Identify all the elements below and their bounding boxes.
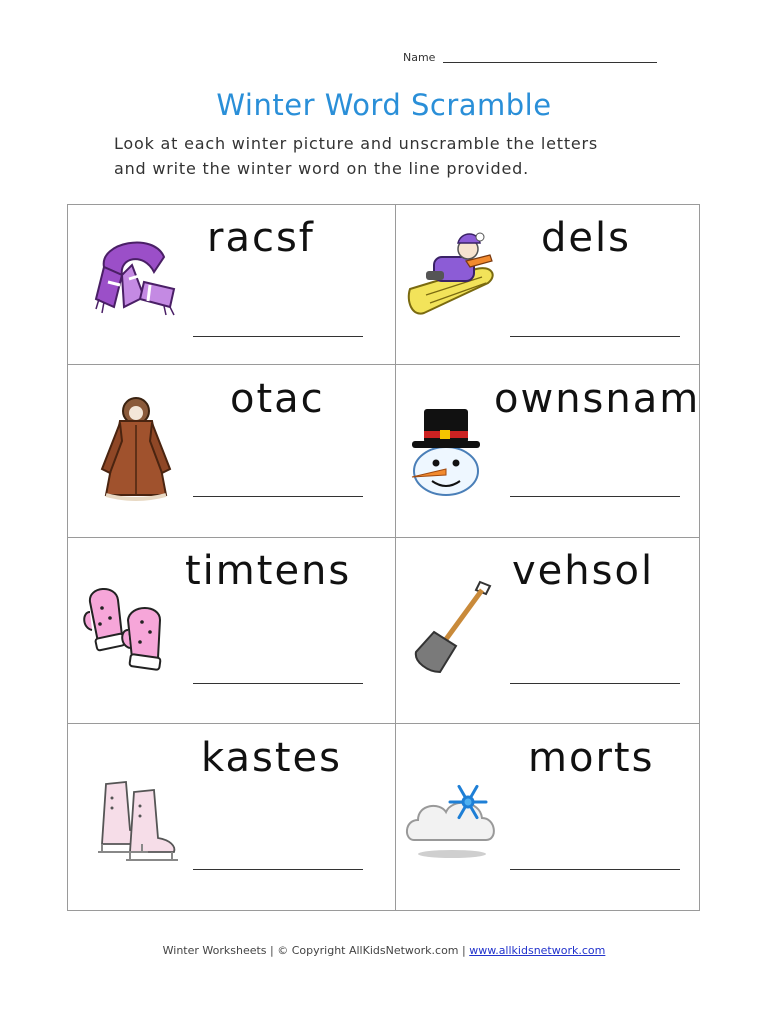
puzzle-cell — [396, 205, 699, 365]
instructions-line-1: Look at each winter picture and unscramble the letters — [114, 134, 599, 153]
sled-icon — [406, 227, 506, 317]
puzzle-cell — [68, 724, 396, 910]
page-title: Winter Word Scramble — [216, 88, 552, 122]
scrambled-word: racsf — [207, 215, 315, 261]
footer — [0, 944, 768, 957]
instructions-line-2: and write the winter word on the line provided. — [114, 159, 529, 178]
answer-line[interactable] — [510, 683, 680, 684]
puzzle-cell — [68, 538, 396, 724]
answer-line[interactable] — [510, 496, 680, 497]
name-line[interactable] — [443, 62, 657, 63]
mittens-icon — [82, 578, 174, 678]
puzzle-grid — [67, 204, 700, 911]
puzzle-cell — [68, 365, 396, 538]
answer-line[interactable] — [510, 336, 680, 337]
name-field[interactable] — [403, 51, 657, 64]
instructions — [114, 131, 674, 181]
answer-line[interactable] — [193, 683, 363, 684]
footer-text: Winter Worksheets | © Copyright AllKidsNetwork.com | — [162, 944, 470, 957]
puzzle-cell — [396, 724, 699, 910]
answer-line[interactable] — [193, 336, 363, 337]
shovel-icon — [410, 576, 494, 676]
puzzle-cell — [396, 365, 699, 538]
snow-cloud-icon — [404, 774, 504, 864]
scrambled-word: timtens — [185, 548, 352, 594]
answer-line[interactable] — [193, 496, 363, 497]
scrambled-word: vehsol — [512, 548, 655, 594]
scarf-icon — [84, 227, 184, 317]
scrambled-word: dels — [541, 215, 631, 261]
ice-skates-icon — [92, 774, 186, 870]
coat-icon — [96, 395, 176, 507]
answer-line[interactable] — [193, 869, 363, 870]
scrambled-word: kastes — [201, 735, 342, 781]
name-label: Name — [403, 51, 436, 64]
footer-link[interactable]: www.allkidsnetwork.com — [469, 944, 606, 957]
scrambled-word: otac — [230, 376, 325, 422]
puzzle-cell — [68, 205, 396, 365]
puzzle-cell — [396, 538, 699, 724]
scrambled-word: morts — [528, 735, 655, 781]
snowman-icon — [404, 405, 488, 497]
scrambled-word: ownsnam — [494, 376, 701, 422]
answer-line[interactable] — [510, 869, 680, 870]
